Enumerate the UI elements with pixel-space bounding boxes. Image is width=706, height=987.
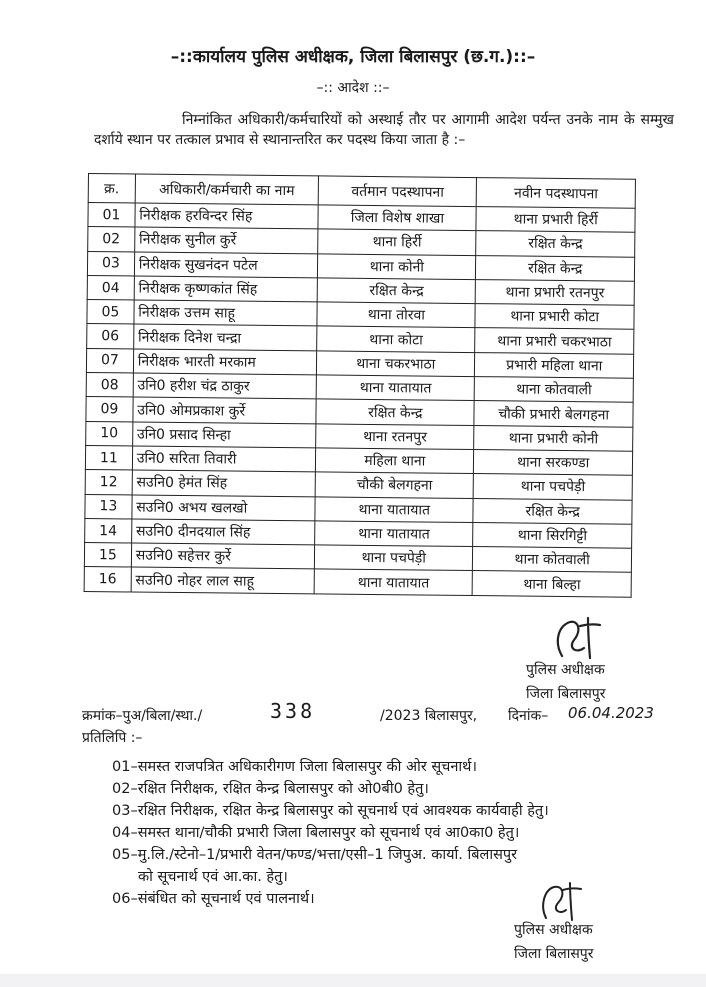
order-heading: –:: आदेश ::– xyxy=(316,80,390,96)
cell-name: सउनि0 अभय खलखो xyxy=(132,495,316,521)
signature-2 xyxy=(536,878,586,926)
header-new-posting: नवीन पदस्थापना xyxy=(477,178,636,209)
cell-current: महिला थाना xyxy=(316,448,474,474)
cell-serial: 04 xyxy=(87,275,134,300)
header-serial: क्र. xyxy=(88,174,135,203)
cell-current: जिला विशेष शाखा xyxy=(318,205,476,231)
cell-name: निरीक्षक सुनील कुर्रे xyxy=(134,227,318,253)
cell-new: थाना सरकण्डा xyxy=(474,450,633,476)
cell-name: निरीक्षक हरविन्दर सिंह xyxy=(135,203,319,229)
cell-name: निरीक्षक भारती मरकाम xyxy=(133,349,317,375)
cell-serial: 09 xyxy=(86,397,133,422)
cell-current: रक्षित केन्द्र xyxy=(316,399,474,425)
cell-new: चौकी प्रभारी बेलगहना xyxy=(474,401,633,427)
intro-text: निम्नांकित अधिकारी/कर्मचारियों को अस्थाई तौर पर आगामी आदेश पर्यन्त उनके नाम के सम्मुख दर्शाये स्थान पर तत्काल प्रभाव से स्थानान्तरित कर पदस्थ किया जाता है :– xyxy=(94,112,674,148)
cell-current: थाना यातायात xyxy=(316,375,474,401)
cell-new: थाना प्रभारी कोनी xyxy=(474,425,633,451)
cell-current: थाना पचपेड़ी xyxy=(315,545,473,571)
cell-serial: 07 xyxy=(86,348,133,373)
cell-current: थाना चकरभाठा xyxy=(317,351,475,377)
cell-new: थाना सिरगिट्टी xyxy=(473,522,632,548)
cell-new: थाना प्रभारी कोटा xyxy=(475,304,634,330)
cell-name: निरीक्षक कृष्णकांत सिंह xyxy=(134,276,318,302)
cell-name: उनि0 प्रसाद सिन्हा xyxy=(132,422,316,448)
copy-to-label: प्रतिलिपि :– xyxy=(82,730,143,746)
cell-current: थाना यातायात xyxy=(315,521,473,547)
cell-serial: 13 xyxy=(85,494,132,519)
cell-serial: 14 xyxy=(85,518,132,543)
intro-paragraph xyxy=(94,110,674,150)
distribution-line-continued: को सूचनार्थ एवं आ.का. हेतु। xyxy=(138,869,288,885)
cell-serial: 10 xyxy=(86,421,133,446)
cell-current: थाना यातायात xyxy=(314,569,472,595)
cell-current: थाना हिर्री xyxy=(318,229,476,255)
cell-new: थाना प्रभारी हिर्री xyxy=(476,207,635,233)
cell-serial: 01 xyxy=(88,203,135,228)
cell-current: थाना तोरवा xyxy=(317,302,475,328)
cell-serial: 08 xyxy=(86,373,133,398)
cell-serial: 12 xyxy=(85,470,132,495)
cell-new: प्रभारी महिला थाना xyxy=(475,352,634,378)
cell-current: थाना कोनी xyxy=(318,254,476,280)
cell-name: सउनि0 सहेत्तर कुर्रे xyxy=(131,543,315,569)
table-row xyxy=(84,567,631,597)
cell-name: निरीक्षक उत्तम साहू xyxy=(134,300,318,326)
signatory-district-2: जिला बिलासपुर xyxy=(514,946,594,962)
cell-serial: 03 xyxy=(87,251,134,276)
cell-current: थाना कोटा xyxy=(317,326,475,352)
distribution-item: 01–समस्त राजपत्रित अधिकारीगण जिला बिलासपुर की ओर सूचनार्थ। xyxy=(112,759,477,775)
cell-serial: 16 xyxy=(84,567,131,592)
cell-name: निरीक्षक सुखनंदन पटेल xyxy=(134,252,318,278)
cell-serial: 02 xyxy=(88,227,135,252)
signatory-district-1: जिला बिलासपुर xyxy=(526,686,606,702)
cell-new: रक्षित केन्द्र xyxy=(473,498,632,524)
cell-new: रक्षित केन्द्र xyxy=(476,255,635,281)
signature-1 xyxy=(548,612,608,667)
distribution-item: 02–रक्षित निरीक्षक, रक्षित केन्द्र बिलासपुर को ओ0बी0 हेतु। xyxy=(112,781,429,797)
cell-current: थाना यातायात xyxy=(315,496,473,522)
header-current-posting: वर्तमान पदस्थापना xyxy=(318,176,477,207)
cell-name: सउनि0 हेमंत सिंह xyxy=(132,470,316,496)
cell-new: थाना पचपेड़ी xyxy=(474,474,633,500)
order-date-label: दिनांक– xyxy=(508,708,549,724)
cell-serial: 05 xyxy=(87,300,134,325)
cell-name: उनि0 सरिता तिवारी xyxy=(132,446,316,472)
cell-new: थाना कोतवाली xyxy=(475,377,634,403)
cell-name: सउनि0 दीनदयाल सिंह xyxy=(131,519,315,545)
cell-new: थाना बिल्हा xyxy=(473,571,632,597)
cell-new: थाना कोतवाली xyxy=(473,547,632,573)
cell-current: चौकी बेलगहना xyxy=(315,472,473,498)
scan-bottom-edge xyxy=(0,974,706,987)
order-date: 06.04.2023 xyxy=(568,704,654,722)
cell-serial: 11 xyxy=(85,445,132,470)
cell-serial: 15 xyxy=(84,543,131,568)
transfer-table xyxy=(84,173,636,597)
cell-name: सउनि0 नोहर लाल साहू xyxy=(131,567,315,593)
distribution-item: 04–समस्त थाना/चौकी प्रभारी जिला बिलासपुर को सूचनार्थ एवं आ0का0 हेतु। xyxy=(112,825,520,841)
cell-name: उनि0 ओमप्रकाश कुर्रे xyxy=(133,397,317,423)
cell-name: उनि0 हरीश चंद्र ठाकुर xyxy=(133,373,317,399)
office-title: –::कार्यालय पुलिस अधीक्षक, जिला बिलासपुर (छ.ग.)::– xyxy=(170,47,536,67)
distribution-item: 03–रक्षित निरीक्षक, रक्षित केन्द्र बिलासपुर को सूचनार्थ एवं आवश्यक कार्यवाही हेतु। xyxy=(112,803,549,819)
distribution-item: 06–संबंधित को सूचनार्थ एवं पालनार्थ। xyxy=(112,891,315,907)
header-name: अधिकारी/कर्मचारी का नाम xyxy=(135,174,319,205)
cell-new: रक्षित केन्द्र xyxy=(476,231,635,257)
order-year-place: /2023 बिलासपुर, xyxy=(380,708,478,724)
signatory-designation-1: पुलिस अधीक्षक xyxy=(526,662,605,678)
order-number: 338 xyxy=(270,699,316,723)
cell-name: निरीक्षक दिनेश चन्द्रा xyxy=(133,324,317,350)
cell-current: थाना रतनपुर xyxy=(316,424,474,450)
cell-current: रक्षित केन्द्र xyxy=(317,278,475,304)
cell-serial: 06 xyxy=(87,324,134,349)
cell-new: थाना प्रभारी चकरभाठा xyxy=(475,328,634,354)
signatory-designation-2: पुलिस अधीक्षक xyxy=(514,922,593,938)
distribution-line: 05–मु.लि./स्टेनो–1/प्रभारी वेतन/फण्ड/भत्ता/एसी–1 जिपुअ. कार्या. बिलासपुर xyxy=(112,847,518,863)
order-number-prefix: क्रमांक–पुअ/बिला/स्था./ xyxy=(82,708,203,724)
cell-new: थाना प्रभारी रतनपुर xyxy=(476,279,635,305)
